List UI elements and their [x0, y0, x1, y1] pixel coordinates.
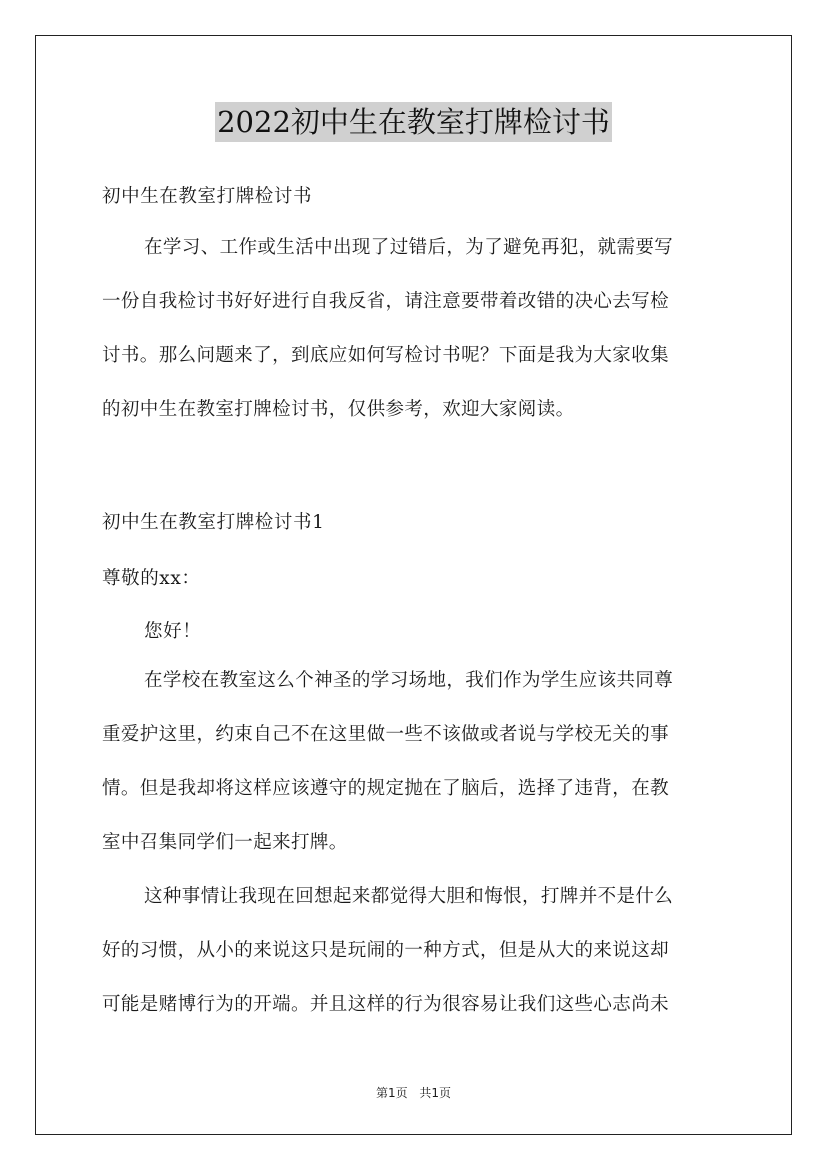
paragraph-line: 这种事情让我现在回想起来都觉得大胆和悔恨，打牌并不是什么: [144, 886, 674, 907]
paragraph-line: 好的习惯，从小的来说这只是玩闹的一种方式，但是从大的来说这却: [102, 940, 670, 961]
intro-paragraph: [102, 221, 726, 437]
page-number: 第1页: [375, 1086, 408, 1100]
paragraph-line: 重爱护这里，约束自己不在这里做一些不该做或者说与学校无关的事: [102, 724, 670, 745]
page-total: 共1页: [419, 1086, 452, 1100]
paragraph-line: 的初中生在教室打牌检讨书，仅供参考，欢迎大家阅读。: [102, 399, 575, 420]
paragraph-line: 在学习、工作或生活中出现了过错后，为了避免再犯，就需要写: [144, 237, 674, 258]
paragraph-line: 讨书。那么问题来了，到底应如何写检讨书呢？下面是我为大家收集: [102, 345, 670, 366]
paragraph-line: 可能是赌博行为的开端。并且这样的行为很容易让我们这些心志尚未: [102, 994, 670, 1015]
document-title: 2022初中生在教室打牌检讨书: [215, 102, 612, 142]
section-heading: 初中生在教室打牌检讨书1: [102, 512, 325, 533]
salutation: 尊敬的xx：: [102, 568, 201, 589]
greeting: 您好！: [144, 621, 202, 642]
body-paragraph-2: [102, 870, 726, 1032]
paragraph-line: 一份自我检讨书好好进行自我反省，请注意要带着改错的决心去写检: [102, 291, 670, 312]
paragraph-line: 在学校在教室这么个神圣的学习场地，我们作为学生应该共同尊: [144, 670, 674, 691]
paragraph-line: 室中召集同学们一起来打牌。: [102, 832, 348, 853]
paragraph-line: 情。但是我却将这样应该遵守的规定抛在了脑后，选择了违背，在教: [102, 778, 670, 799]
document-subtitle: 初中生在教室打牌检讨书: [102, 186, 313, 207]
page-footer: [0, 1084, 827, 1101]
body-paragraph-1: [102, 654, 726, 870]
title-wrap: [0, 102, 827, 142]
